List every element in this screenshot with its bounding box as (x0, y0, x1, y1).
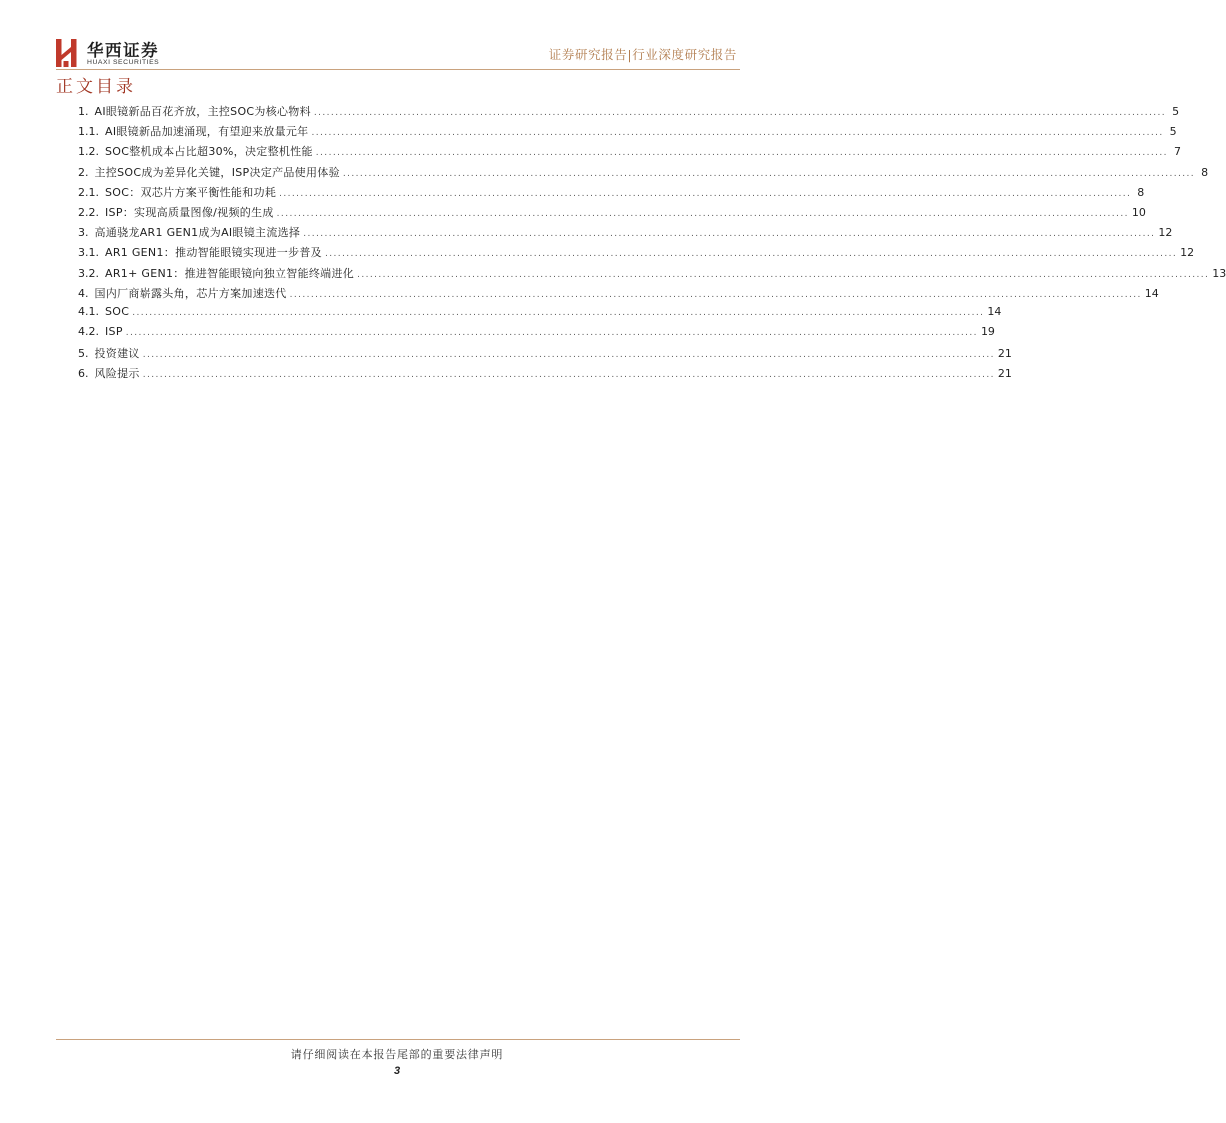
toc-number: 1.2. (78, 145, 99, 159)
toc-number: 2.2. (78, 205, 99, 219)
toc-leader: ........................................................................................................................................................................................................ (142, 370, 995, 381)
toc-leader: ........................................................................................................................................................................................................ (357, 269, 1210, 280)
toc-leader: ........................................................................................................................................................................................................ (342, 168, 1196, 179)
logo-english-name: HUAXI SECURITIES (87, 59, 160, 66)
toc-entry[interactable] (78, 265, 1226, 285)
toc-leader: ........................................................................................................................................................................................................ (279, 188, 1132, 199)
toc-page: 8 (1137, 185, 1145, 199)
toc-text: AR1+ GEN1：推进智能眼镜向独立智能终端进化 (105, 266, 355, 280)
toc-text: SOC (105, 304, 130, 318)
toc-page: 14 (1144, 286, 1159, 300)
toc-number: 3. (78, 226, 89, 240)
toc-number: 1.1. (78, 125, 99, 139)
toc-entry[interactable] (78, 325, 995, 345)
footer-divider (56, 1039, 740, 1040)
toc-leader: ........................................................................................................................................................................................................ (311, 128, 1164, 139)
huaxi-logo-icon (55, 37, 81, 69)
toc-entry[interactable] (78, 304, 1002, 325)
page-header (55, 36, 739, 70)
toc-text: SOC：双芯片方案平衡性能和功耗 (105, 185, 277, 199)
toc-number: 3.1. (78, 246, 99, 260)
toc-text: 国内厂商崭露头角，芯片方案加速迭代 (94, 286, 287, 300)
toc-text: 投资建议 (94, 347, 140, 361)
toc-text: SOC整机成本占比超30%，决定整机性能 (105, 145, 313, 159)
toc-page: 19 (980, 325, 995, 339)
toc-number: 3.2. (78, 266, 99, 280)
toc-text: AR1 GEN1：推动智能眼镜实现进一步普及 (105, 246, 322, 260)
toc-leader: ........................................................................................................................................................................................................ (125, 328, 978, 339)
toc-entry[interactable] (78, 143, 1181, 163)
toc-leader: ........................................................................................................................................................................................................ (132, 307, 985, 318)
toc-text: ISP：实现高质量图像/视频的生成 (105, 205, 274, 219)
toc-page: 12 (1158, 226, 1173, 240)
toc-leader: ........................................................................................................................................................................................................ (289, 289, 1142, 300)
toc-page: 7 (1173, 145, 1181, 159)
page-number: 3 (393, 1065, 401, 1077)
toc-leader: ........................................................................................................................................................................................................ (313, 108, 1167, 118)
toc-text: AI眼镜新品百花齐放，主控SOC为核心物料 (94, 105, 311, 118)
toc-number: 2. (78, 165, 89, 179)
toc-page: 14 (987, 304, 1002, 318)
toc-page: 8 (1201, 165, 1209, 179)
toc-entry[interactable] (78, 224, 1173, 244)
toc-entry[interactable] (78, 123, 1177, 143)
toc-number: 4. (78, 286, 89, 300)
toc-number: 1. (78, 105, 89, 118)
toc-leader: ........................................................................................................................................................................................................ (142, 350, 995, 361)
legal-disclaimer-note: 请仔细阅读在本报告尾部的重要法律声明 (290, 1048, 504, 1061)
toc-leader: ........................................................................................................................................................................................................ (303, 229, 1156, 240)
toc-entry[interactable] (78, 285, 1159, 305)
header-divider (56, 69, 740, 70)
toc-text: 主控SOC成为差异化关键，ISP决定产品使用体验 (94, 165, 340, 179)
toc-number: 4.1. (78, 304, 99, 318)
toc-number: 4.2. (78, 325, 99, 339)
toc-leader: ........................................................................................................................................................................................................ (315, 148, 1168, 159)
toc-text: 高通骁龙AR1 GEN1成为AI眼镜主流选择 (94, 226, 301, 240)
toc-page: 10 (1131, 205, 1146, 219)
table-of-contents (78, 103, 1226, 386)
toc-page: 21 (997, 367, 1012, 381)
toc-entry[interactable] (78, 345, 1012, 365)
toc-number: 2.1. (78, 185, 99, 199)
report-type-label: 证券研究报告|行业深度研究报告 (548, 47, 737, 62)
logo-chinese-name: 华西证券 (87, 41, 159, 60)
toc-page: 21 (997, 347, 1012, 361)
toc-number: 5. (78, 347, 89, 361)
toc-text: 风险提示 (94, 367, 140, 381)
toc-page: 5 (1169, 125, 1177, 139)
toc-page: 5 (1172, 105, 1180, 118)
toc-entry[interactable] (78, 103, 1180, 123)
toc-entry[interactable] (78, 244, 1195, 264)
toc-entry[interactable] (78, 184, 1145, 204)
toc-leader: ........................................................................................................................................................................................................ (324, 249, 1178, 260)
toc-page: 13 (1212, 266, 1226, 280)
toc-leader: ........................................................................................................................................................................................................ (276, 208, 1129, 219)
toc-entry[interactable] (78, 204, 1146, 224)
toc-number: 6. (78, 367, 89, 381)
toc-entry[interactable] (78, 365, 1012, 385)
toc-text: AI眼镜新品加速涌现，有望迎来放量元年 (105, 125, 309, 139)
toc-text: ISP (105, 325, 123, 339)
toc-page: 12 (1180, 246, 1195, 260)
toc-entry[interactable] (78, 164, 1209, 184)
toc-title: 正文目录 (56, 77, 136, 97)
